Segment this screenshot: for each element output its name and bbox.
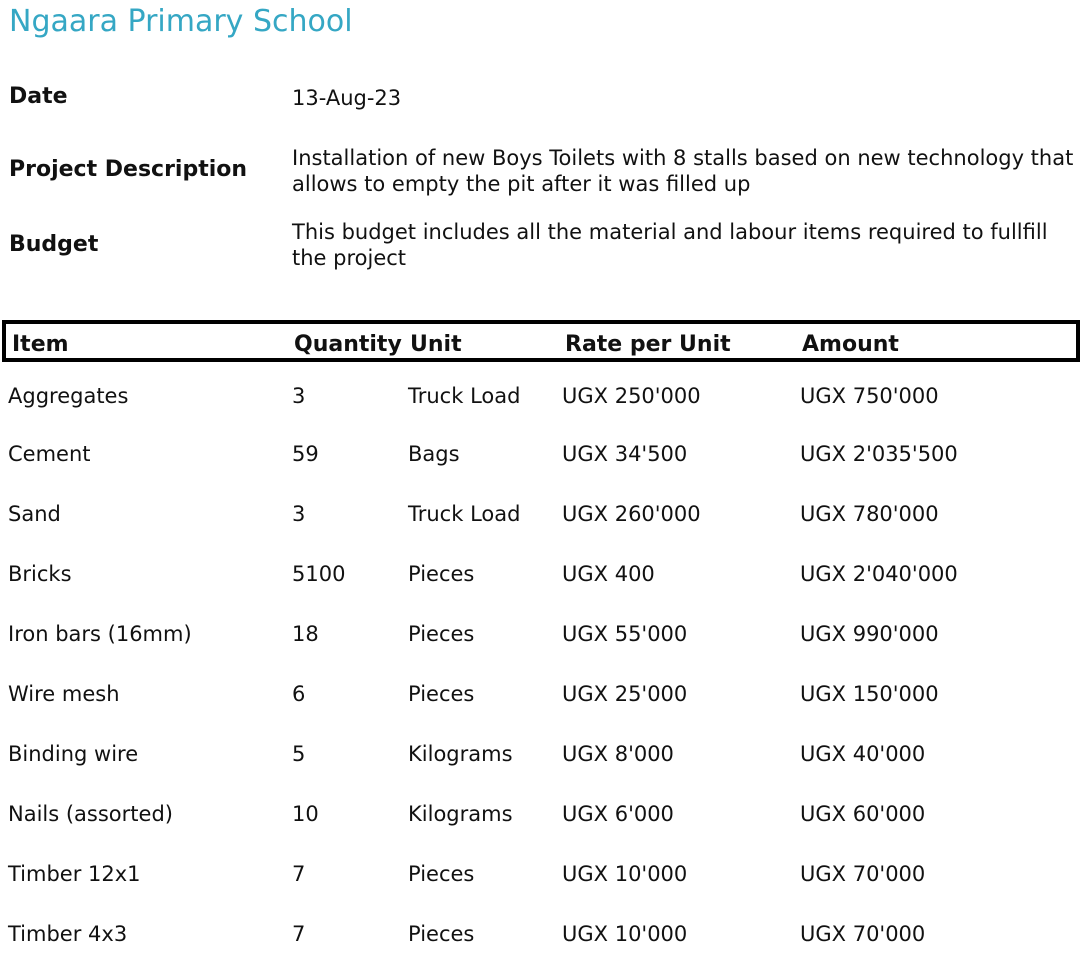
cell-item: Timber 12x1 bbox=[8, 862, 141, 886]
cell-amount: UGX 40'000 bbox=[800, 742, 926, 766]
cell-item: Wire mesh bbox=[8, 682, 120, 706]
table-header bbox=[2, 320, 1080, 362]
cell-item: Bricks bbox=[8, 562, 72, 586]
cell-amount: UGX 750'000 bbox=[800, 384, 939, 408]
table-row bbox=[0, 384, 1090, 414]
cell-rate: UGX 250'000 bbox=[562, 384, 701, 408]
table-row bbox=[0, 862, 1090, 892]
table-row bbox=[0, 622, 1090, 652]
cell-amount: UGX 780'000 bbox=[800, 502, 939, 526]
table-row bbox=[0, 922, 1090, 952]
cell-quantity: 3 bbox=[292, 502, 306, 526]
cell-unit: Truck Load bbox=[408, 502, 521, 526]
cell-amount: UGX 70'000 bbox=[800, 862, 926, 886]
cell-rate: UGX 10'000 bbox=[562, 862, 688, 886]
cell-rate: UGX 6'000 bbox=[562, 802, 674, 826]
cell-unit: Pieces bbox=[408, 622, 475, 646]
cell-unit: Pieces bbox=[408, 682, 475, 706]
cell-unit: Kilograms bbox=[408, 742, 513, 766]
cell-rate: UGX 10'000 bbox=[562, 922, 688, 946]
cell-unit: Kilograms bbox=[408, 802, 513, 826]
cell-item: Timber 4x3 bbox=[8, 922, 128, 946]
date-value: 13-Aug-23 bbox=[292, 86, 402, 110]
header-quantity: Quantity bbox=[294, 332, 402, 357]
project-description-value: Installation of new Boys Toilets with 8 stalls based on new technology that allows to empty the pit after it was filled up bbox=[292, 146, 1074, 196]
table-row bbox=[0, 442, 1090, 472]
cell-unit: Pieces bbox=[408, 922, 475, 946]
cell-amount: UGX 70'000 bbox=[800, 922, 926, 946]
cell-quantity: 59 bbox=[292, 442, 319, 466]
page-title: Ngaara Primary School bbox=[9, 4, 353, 39]
cell-quantity: 6 bbox=[292, 682, 306, 706]
cell-amount: UGX 150'000 bbox=[800, 682, 939, 706]
cell-item: Cement bbox=[8, 442, 91, 466]
cell-unit: Bags bbox=[408, 442, 460, 466]
header-unit: Unit bbox=[410, 332, 462, 357]
cell-rate: UGX 260'000 bbox=[562, 502, 701, 526]
cell-amount: UGX 2'040'000 bbox=[800, 562, 958, 586]
header-rate-per-unit: Rate per Unit bbox=[565, 332, 731, 357]
cell-item: Nails (assorted) bbox=[8, 802, 173, 826]
table-row bbox=[0, 502, 1090, 532]
cell-rate: UGX 34'500 bbox=[562, 442, 688, 466]
budget-value: This budget includes all the material and labour items required to fullfill the project bbox=[292, 220, 1048, 270]
cell-quantity: 7 bbox=[292, 862, 306, 886]
cell-unit: Pieces bbox=[408, 862, 475, 886]
header-item: Item bbox=[12, 332, 69, 357]
cell-item: Iron bars (16mm) bbox=[8, 622, 192, 646]
cell-amount: UGX 60'000 bbox=[800, 802, 926, 826]
cell-item: Binding wire bbox=[8, 742, 139, 766]
table-row bbox=[0, 562, 1090, 592]
cell-amount: UGX 2'035'500 bbox=[800, 442, 958, 466]
cell-rate: UGX 25'000 bbox=[562, 682, 688, 706]
header-amount: Amount bbox=[802, 332, 899, 357]
cell-rate: UGX 400 bbox=[562, 562, 655, 586]
cell-quantity: 5100 bbox=[292, 562, 346, 586]
cell-unit: Pieces bbox=[408, 562, 475, 586]
cell-item: Sand bbox=[8, 502, 61, 526]
cell-unit: Truck Load bbox=[408, 384, 521, 408]
cell-rate: UGX 55'000 bbox=[562, 622, 688, 646]
cell-rate: UGX 8'000 bbox=[562, 742, 674, 766]
project-description-label: Project Description bbox=[9, 157, 248, 182]
table-row bbox=[0, 742, 1090, 772]
date-label: Date bbox=[9, 84, 68, 109]
cell-item: Aggregates bbox=[8, 384, 129, 408]
cell-quantity: 10 bbox=[292, 802, 319, 826]
table-row bbox=[0, 682, 1090, 712]
cell-quantity: 5 bbox=[292, 742, 306, 766]
cell-amount: UGX 990'000 bbox=[800, 622, 939, 646]
budget-label: Budget bbox=[9, 232, 99, 257]
table-row bbox=[0, 802, 1090, 832]
cell-quantity: 7 bbox=[292, 922, 306, 946]
cell-quantity: 18 bbox=[292, 622, 319, 646]
cell-quantity: 3 bbox=[292, 384, 306, 408]
